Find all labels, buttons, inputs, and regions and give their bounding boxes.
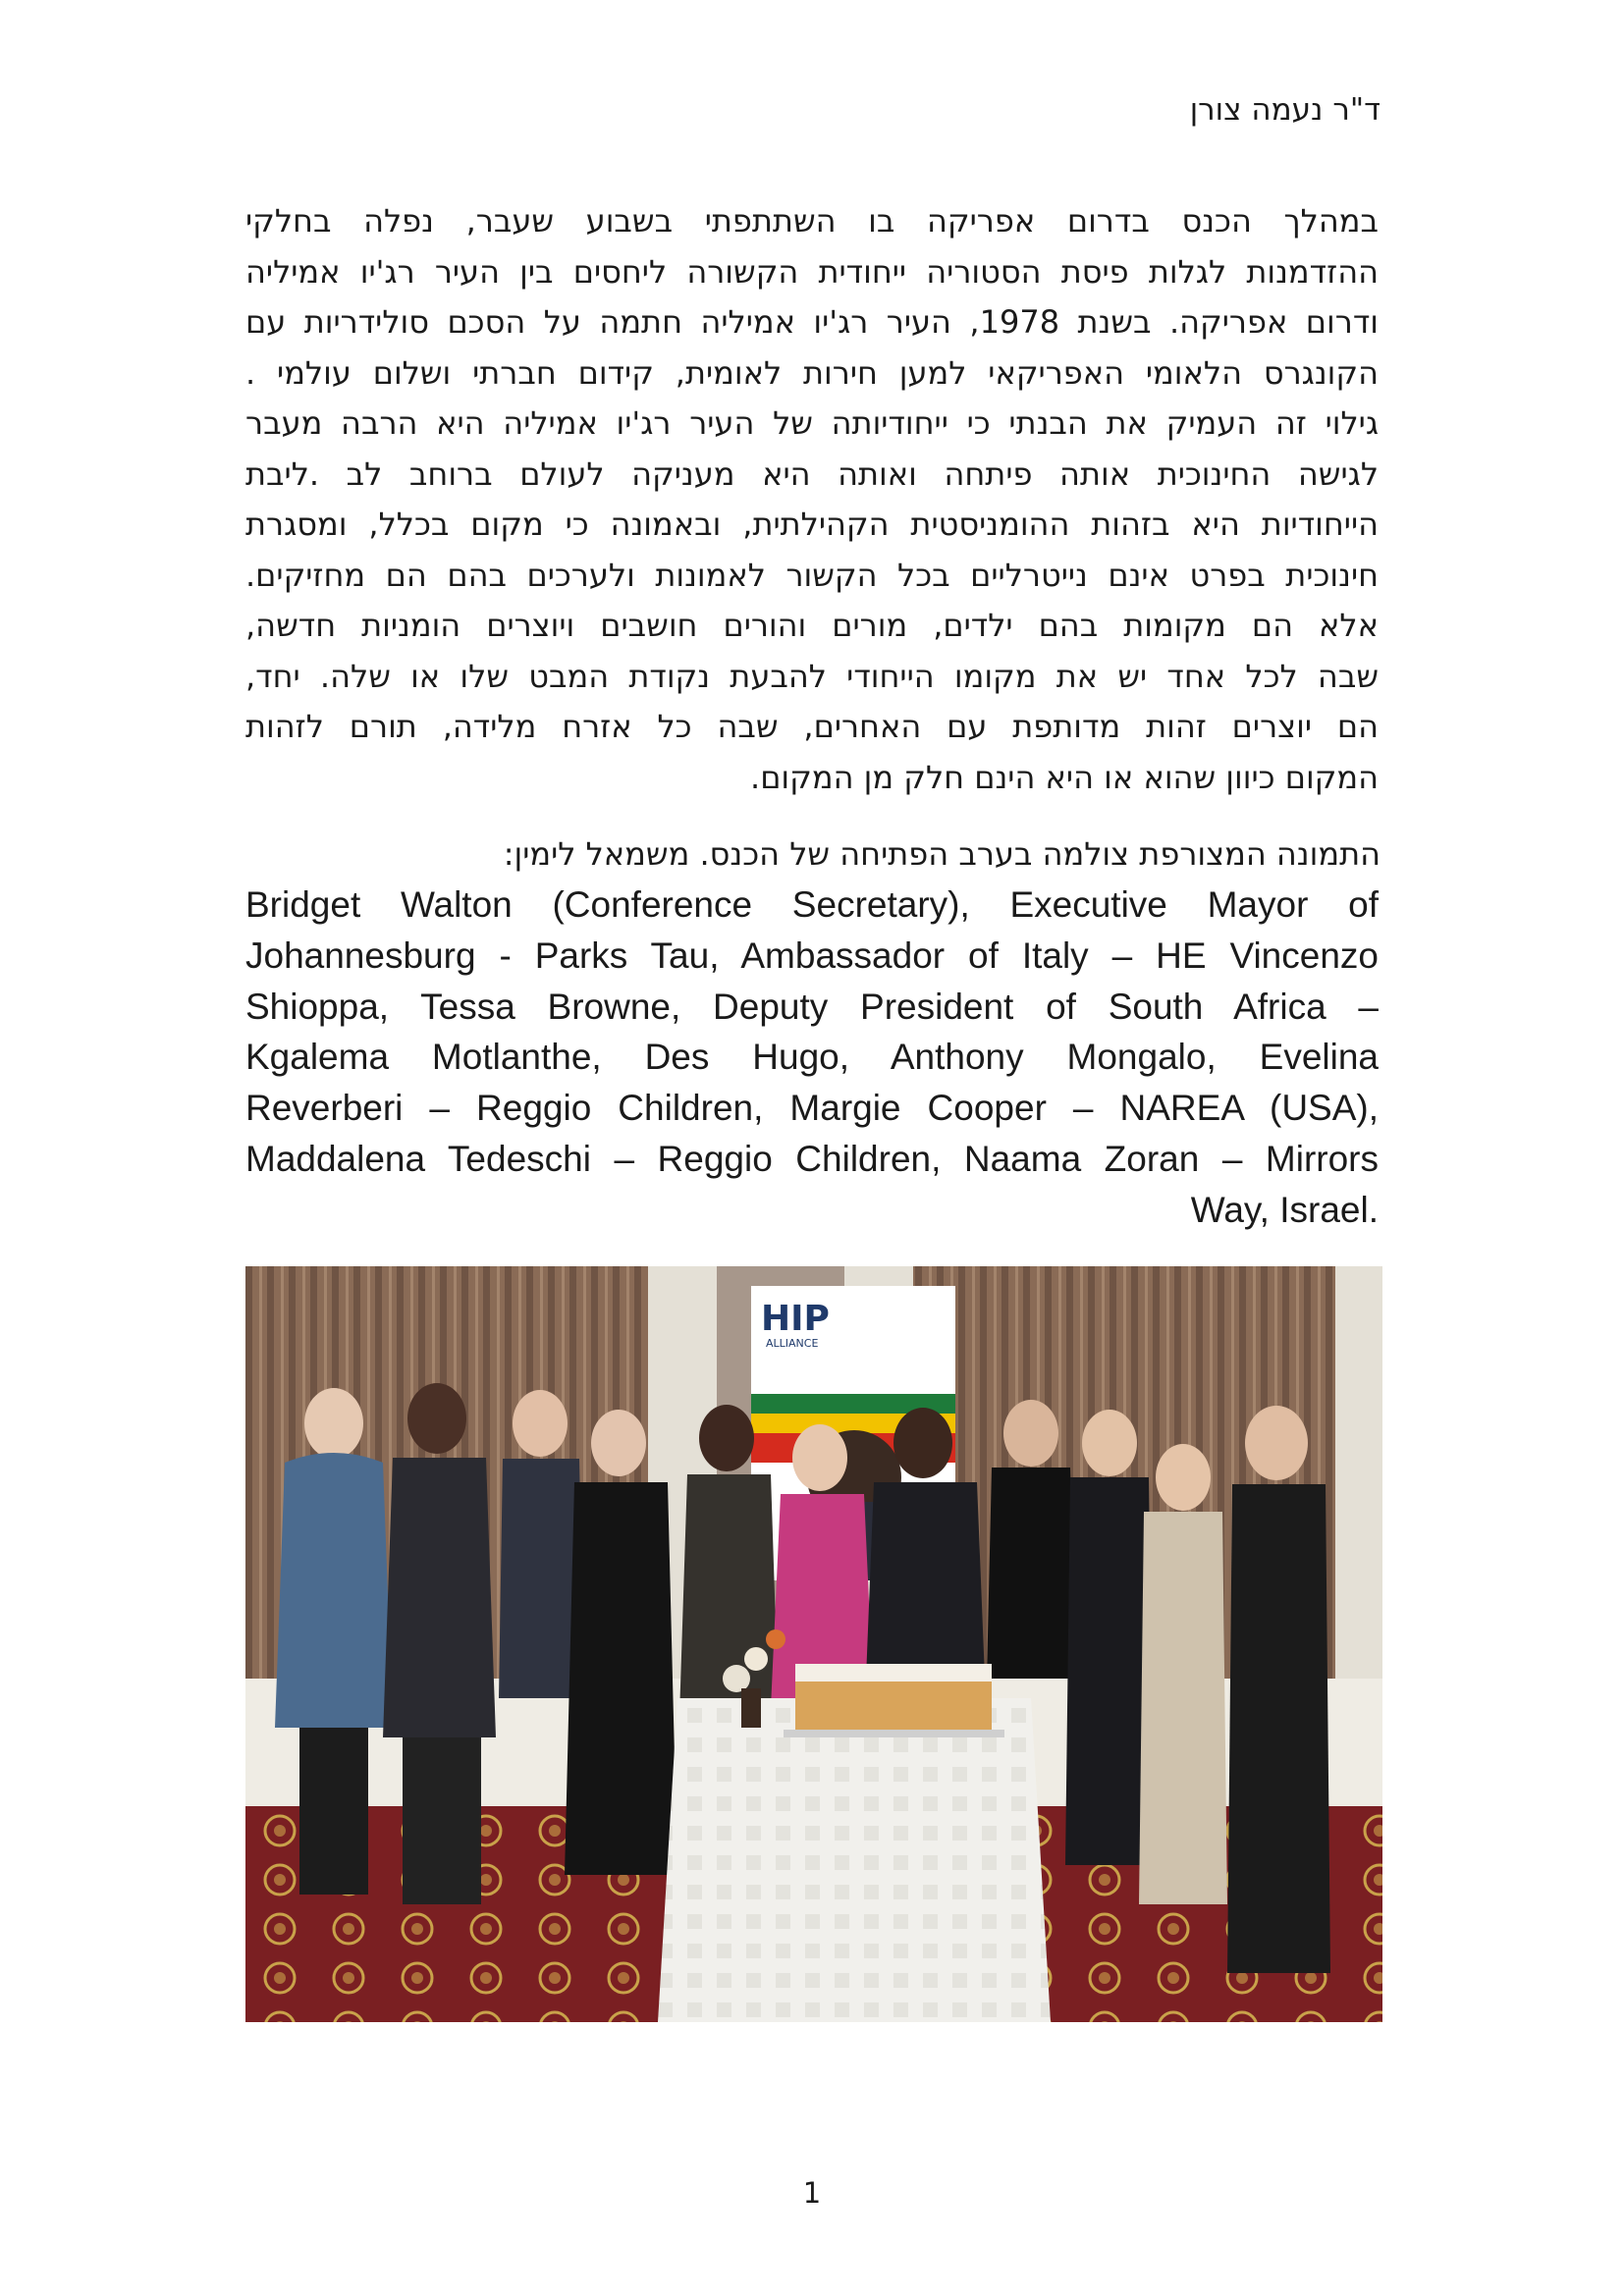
group-photo-illustration — [245, 1266, 1382, 2022]
body-line: ודרום אפריקה. בשנת 1978, העיר רג'יו אמיליה חתמה על הסכם סולידריות עם — [245, 303, 1380, 341]
caption-line: Shioppa, Tessa Browne, Deputy President of South Africa – — [245, 986, 1379, 1027]
caption-line: Bridget Walton (Conference Secretary), Executive Mayor of — [245, 884, 1379, 925]
body-line: אלא הם מקומות בהם ילדים, מורים והורים חושבים ויוצרים הומניות חדשה, — [245, 607, 1379, 644]
body-line: ההזדמנות לגלות פיסת הסטוריה ייחודית הקשורה ליחסים בין העיר רג'יו אמיליה — [245, 252, 1379, 291]
body-line: הייחודיות היא בזהות ההומניסטית הקהילתית, ובאמונה כי מקום בכלל, ומסגרת — [245, 506, 1379, 543]
body-line: שבה לכל אחד יש את מקומו הייחודי להבעת נקודת המבט שלו או שלה. יחד, — [245, 657, 1379, 695]
banner-logo-subtext: ALLIANCE — [766, 1337, 819, 1350]
body-line: הם יוצרים זהות מדותפת עם האחרים, שבה כל אזרח מלידה, תורם לזהות — [245, 708, 1379, 745]
caption-line: Reverberi – Reggio Children, Margie Cooper – NAREA (USA), — [245, 1088, 1379, 1129]
photo-caption-hebrew: התמונה המצורפת צולמה בערב הפתיחה של הכנס. משמאל לימין: — [503, 835, 1380, 873]
photo-caption-english — [245, 880, 1379, 1236]
group-photo — [245, 1266, 1382, 2022]
caption-line: Maddalena Tedeschi – Reggio Children, Naama Zoran – Mirrors — [245, 1138, 1379, 1179]
author-header: ד"ר נעמה צורן — [1189, 92, 1380, 128]
caption-line: Way, Israel. — [1190, 1189, 1379, 1230]
banner-logo-text: HIP — [761, 1299, 830, 1339]
body-line: חינוכית בפרט אינם נייטרליים בכל הקשור לאמונות ולערכים בהם הם מחזיקים. — [245, 556, 1379, 594]
cake — [795, 1679, 992, 1733]
body-line: המקום כיוון שהוא או היא הינם חלק מן המקום. — [750, 758, 1379, 796]
body-line: לגישה החינוכית אותה פיתחה ואותה היא מעניקה לעולם ברוחב לב .ליבת — [245, 454, 1379, 493]
body-line: גילוי זה העמיק את הבנתי כי ייחודיותה של העיר רג'יו אמיליה היא הרבה מעבר — [245, 404, 1379, 442]
caption-line: Johannesburg - Parks Tau, Ambassador of Italy – HE Vincenzo — [245, 934, 1379, 976]
table-cloth — [658, 1698, 1051, 2022]
body-line: במהלך הכנס בדרום אפריקה בו השתתפתי בשבוע שעבר, נפלה בחלקי — [245, 202, 1379, 240]
caption-line: Kgalema Motlanthe, Des Hugo, Anthony Mongalo, Evelina — [245, 1037, 1379, 1078]
body-line: הקונגרס הלאומי האפריקאי למען חירות לאומית, קידום חברתי ושלום עולמי . — [245, 353, 1379, 392]
page-number: 1 — [802, 2176, 822, 2210]
hebrew-body-text — [245, 196, 1379, 803]
